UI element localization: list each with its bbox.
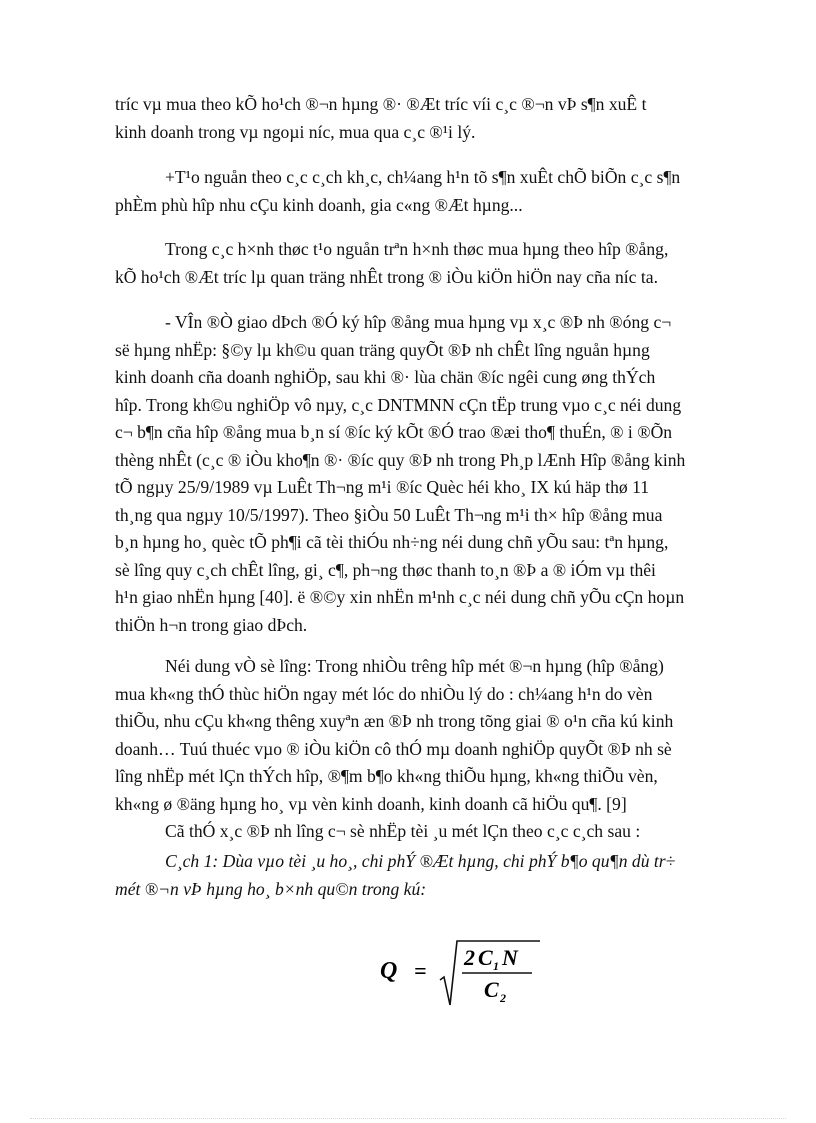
text-line: kinh doanh trong vµ ngoµi níc, mua qua c¸c ®¹i lý.: [115, 121, 476, 142]
text-line: kÕ ho¹ch ®Æt tríc lµ quan träng nhÊt trong ® iÒu kiÖn hiÖn nay cña níc ta.: [115, 266, 658, 287]
text-line: hîp. Trong kh©u nghiÖp vô nµy, c¸c DNTMNN cÇn tËp trung vµo c¸c néi dung: [115, 394, 682, 415]
paragraph-1: [115, 91, 769, 146]
paragraph-3: [115, 236, 769, 291]
text-line: c¬ b¶n cña hîp ®ång mua b¸n sí ®íc ký kÕt ®Ó trao ®æi tho¶ thuÉn, ® i ®Õn: [115, 422, 673, 442]
denominator-c-subscript: 2: [500, 991, 506, 1005]
paragraph-method-1: [115, 848, 769, 903]
text-line: sè lîng quy c¸ch chÊt lîng, gi¸ c¶, ph¬ng thøc thanh to¸n ®Þ a ® iÓm vµ thêi: [115, 559, 656, 580]
numerator-c: C: [478, 945, 493, 970]
text-line: Trong c¸c h×nh thøc t¹o nguån trªn h×nh thøc mua hµng theo hîp ®ång,: [165, 239, 669, 259]
text-line: mua kh«ng thÓ thùc hiÖn ngay mét lóc do nhiÒu lý do : ch¼ang h¹n do vèn: [115, 683, 653, 704]
text-line: Néi dung vÒ sè lîng: Trong nhiÒu trêng hîp mét ®¬n hµng (hîp ®ång): [165, 656, 664, 676]
numerator-coefficient: 2: [464, 945, 475, 970]
formula-svg: [380, 935, 550, 1010]
formula-lhs: Q: [380, 958, 398, 984]
numerator-n: N: [502, 945, 518, 970]
eoq-formula: [380, 935, 550, 1010]
text-line: h¹n giao nhËn hµng [40]. ë ®©y xin nhËn m¹nh c¸c néi dung chñ yÕu cÇn hoµn: [115, 587, 685, 607]
text-line: b¸n hµng ho¸ quèc tÕ ph¶i cã tèi thiÓu nh÷ng néi dung chñ yÕu sau: tªn hµng,: [115, 532, 669, 552]
text-line: phÈm phù hîp nhu cÇu kinh doanh, gia c«ng ®Æt hµng...: [115, 194, 523, 215]
paragraph-5: [115, 653, 769, 818]
text-line: thèng nhÊt (c¸c ® iÒu kho¶n ®· ®íc quy ®Þ nh trong Ph¸p lÆnh Hîp ®ång kinh: [115, 449, 686, 470]
text-line: thiÕu, nhu cÇu kh«ng thêng xuyªn æn ®Þ nh trong tõng giai ® o¹n cña kú kinh: [115, 711, 674, 731]
page-bottom-rule: [30, 1118, 786, 1119]
denominator-c: C: [484, 977, 499, 1002]
text-line: kh«ng ø ®äng hµng ho¸ vµ vèn kinh doanh, kinh doanh cã hiÖu qu¶. [9]: [115, 793, 627, 814]
text-line: tÕ ngµy 25/9/1989 vµ LuÊt Th¬ng m¹i ®íc Quèc héi kho¸ IX kú häp thø 11: [115, 477, 650, 497]
text-line: kinh doanh cña doanh nghiÖp, sau khi ®· lùa chän ®íc ngêi cung øng thÝch: [115, 367, 656, 387]
paragraph-2: [115, 164, 769, 219]
paragraph-4: [115, 309, 769, 639]
text-line: thiÖn h¬n trong giao dÞch.: [115, 614, 308, 635]
text-line: mét ®¬n vÞ hµng ho¸ b×nh qu©n trong kú:: [115, 878, 427, 899]
text-line: doanh… Tuú thuéc vµo ® iÒu kiÖn cô thÓ mµ doanh nghiÖp quyÕt ®Þ nh sè: [115, 738, 672, 759]
text-line: C¸ch 1: Dùa vµo tèi ¸u ho¸, chi phÝ ®Æt hµng, chi phÝ b¶o qu¶n dù tr÷: [165, 851, 676, 871]
text-line: lîng nhËp mét lÇn thÝch hîp, ®¶m b¶o kh«ng thiÕu hµng, kh«ng thiÕu vèn,: [115, 766, 658, 786]
text-line: - VÎn ®Ò giao dÞch ®Ó ký hîp ®ång mua hµng vµ x¸c ®Þ nh ®óng c¬: [165, 312, 672, 332]
text-line: Cã thÓ x¸c ®Þ nh lîng c¬ sè nhËp tèi ¸u mét lÇn theo c¸c c¸ch sau :: [165, 821, 641, 841]
paragraph-6: [115, 818, 769, 846]
text-line: th¸ng qua ngµy 10/5/1997). Theo §iÒu 50 LuÊt Th¬ng m¹i th× hîp ®ång mua: [115, 504, 663, 525]
text-line: +T¹o nguån theo c¸c c¸ch kh¸c, ch¼ang h¹n tõ s¶n xuÊt chÕ biÕn c¸c s¶n: [165, 167, 681, 187]
formula-equals: =: [414, 958, 427, 983]
numerator-c-subscript: 1: [493, 959, 499, 973]
text-line: tríc vµ mua theo kÕ ho¹ch ®¬n hµng ®· ®Æt tríc víi c¸c ®¬n vÞ s¶n xuÊ t: [115, 94, 647, 114]
text-line: së hµng nhËp: §©y lµ kh©u quan träng quyÕt ®Þ nh chÊt lîng nguån hµng: [115, 339, 650, 360]
